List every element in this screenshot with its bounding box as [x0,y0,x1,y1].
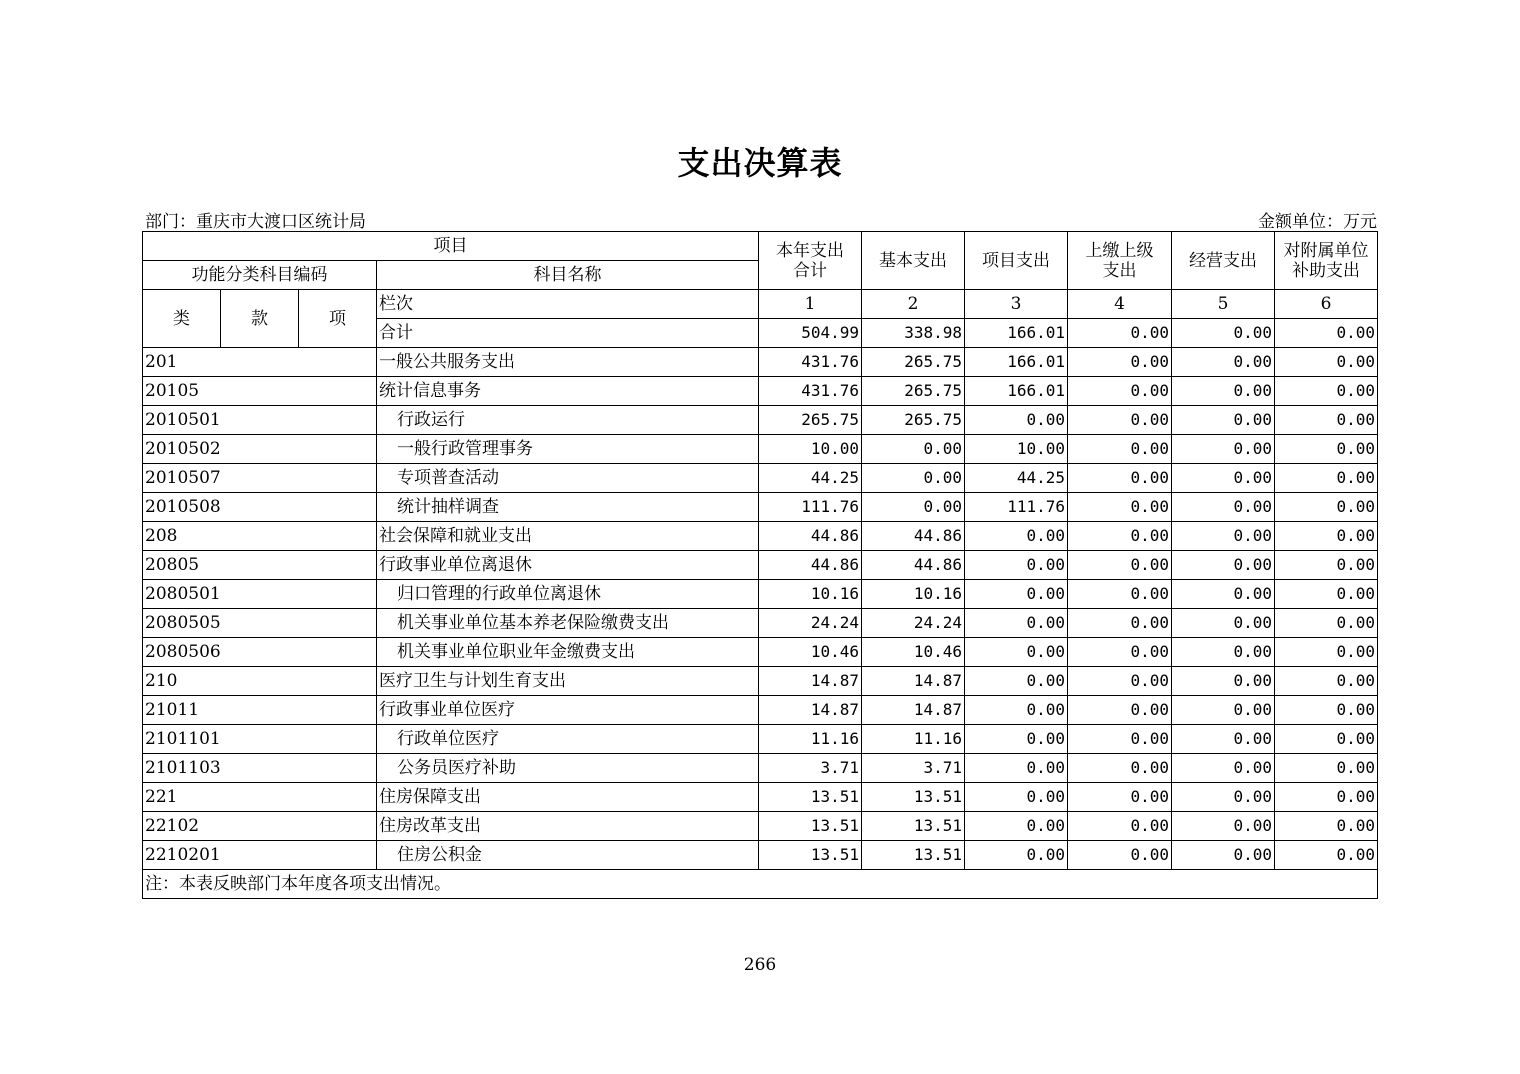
row-value: 0.00 [1068,754,1172,783]
row-value: 44.86 [759,522,862,551]
row-value: 0.00 [1068,464,1172,493]
row-value: 14.87 [759,696,862,725]
row-value: 3.71 [862,754,965,783]
row-value: 0.00 [862,493,965,522]
header-remit: 上缴上级 支出 [1068,232,1172,290]
row-value: 0.00 [1172,638,1275,667]
header-kuan: 款 [221,290,299,348]
row-value: 10.46 [759,638,862,667]
row-value: 0.00 [1172,464,1275,493]
row-name: 公务员医疗补助 [377,754,759,783]
row-value: 431.76 [759,348,862,377]
row-value: 44.25 [759,464,862,493]
row-code: 2010508 [143,493,377,522]
total-value: 0.00 [1275,319,1378,348]
table-note: 注：本表反映部门本年度各项支出情况。 [143,870,1378,899]
row-value: 0.00 [1068,406,1172,435]
col-num: 2 [862,290,965,319]
row-name: 统计信息事务 [377,377,759,406]
row-value: 0.00 [862,435,965,464]
row-value: 10.16 [862,580,965,609]
row-name: 机关事业单位职业年金缴费支出 [377,638,759,667]
row-value: 0.00 [965,812,1068,841]
row-value: 10.46 [862,638,965,667]
row-value: 0.00 [1275,696,1378,725]
row-value: 0.00 [1068,493,1172,522]
header-subject-name: 科目名称 [377,261,759,290]
row-code: 221 [143,783,377,812]
total-label: 合计 [377,319,759,348]
row-value: 0.00 [1275,377,1378,406]
page-title: 支出决算表 [677,144,843,182]
table-row [143,493,1378,522]
row-value: 265.75 [759,406,862,435]
table-row [143,580,1378,609]
row-value: 10.16 [759,580,862,609]
row-code: 20805 [143,551,377,580]
row-value: 0.00 [1172,493,1275,522]
row-value: 0.00 [1172,377,1275,406]
table-row [143,783,1378,812]
row-value: 0.00 [1172,609,1275,638]
col-num: 6 [1275,290,1378,319]
row-value: 0.00 [1275,551,1378,580]
row-value: 0.00 [1275,522,1378,551]
header-basic: 基本支出 [862,232,965,290]
row-value: 0.00 [1068,435,1172,464]
header-lei: 类 [143,290,221,348]
row-name: 一般公共服务支出 [377,348,759,377]
row-name: 专项普查活动 [377,464,759,493]
row-name: 一般行政管理事务 [377,435,759,464]
row-value: 265.75 [862,348,965,377]
row-value: 0.00 [1172,783,1275,812]
row-name: 住房保障支出 [377,783,759,812]
row-name: 行政事业单位医疗 [377,696,759,725]
table-row [143,696,1378,725]
row-name: 行政运行 [377,406,759,435]
row-value: 13.51 [759,841,862,870]
total-value: 504.99 [759,319,862,348]
row-name: 统计抽样调查 [377,493,759,522]
row-value: 13.51 [862,812,965,841]
total-value: 0.00 [1172,319,1275,348]
row-value: 0.00 [1172,551,1275,580]
row-value: 111.76 [759,493,862,522]
row-value: 0.00 [1068,348,1172,377]
row-value: 0.00 [1068,638,1172,667]
table-row [143,638,1378,667]
row-value: 13.51 [862,841,965,870]
row-code: 2101101 [143,725,377,754]
row-name: 医疗卫生与计划生育支出 [377,667,759,696]
row-value: 111.76 [965,493,1068,522]
row-value: 44.86 [862,522,965,551]
row-value: 14.87 [862,696,965,725]
row-code: 2010507 [143,464,377,493]
row-value: 0.00 [1172,580,1275,609]
header-item: 项目 [143,232,759,261]
total-value: 166.01 [965,319,1068,348]
row-value: 0.00 [1068,580,1172,609]
row-value: 11.16 [862,725,965,754]
row-value: 0.00 [1275,783,1378,812]
row-value: 0.00 [1172,696,1275,725]
row-value: 0.00 [1275,435,1378,464]
row-code: 22102 [143,812,377,841]
header-project: 项目支出 [965,232,1068,290]
row-value: 0.00 [1275,493,1378,522]
row-value: 0.00 [1068,696,1172,725]
header-total: 本年支出 合计 [759,232,862,290]
total-value: 338.98 [862,319,965,348]
row-value: 0.00 [1172,667,1275,696]
row-value: 0.00 [1275,812,1378,841]
header-func-code: 功能分类科目编码 [143,261,377,290]
row-value: 0.00 [1068,667,1172,696]
table-row [143,464,1378,493]
row-value: 0.00 [965,841,1068,870]
row-code: 2080501 [143,580,377,609]
row-value: 0.00 [1275,841,1378,870]
table-row [143,435,1378,464]
col-num: 4 [1068,290,1172,319]
row-value: 0.00 [965,696,1068,725]
col-num: 3 [965,290,1068,319]
table-row [143,667,1378,696]
col-num: 5 [1172,290,1275,319]
row-value: 0.00 [965,754,1068,783]
row-value: 0.00 [1068,725,1172,754]
row-value: 44.25 [965,464,1068,493]
row-value: 0.00 [1275,580,1378,609]
table-row [143,754,1378,783]
amount-unit-label: 金额单位：万元 [1258,212,1377,232]
row-value: 0.00 [965,522,1068,551]
table-row [143,841,1378,870]
department-label: 部门：重庆市大渡口区统计局 [145,212,366,232]
row-value: 0.00 [1275,348,1378,377]
table-row [143,377,1378,406]
row-code: 210 [143,667,377,696]
table-row [143,522,1378,551]
row-code: 2210201 [143,841,377,870]
row-value: 0.00 [1172,725,1275,754]
row-value: 0.00 [1172,348,1275,377]
expenditure-table [142,231,1378,899]
row-value: 13.51 [759,812,862,841]
table-row [143,551,1378,580]
row-name: 归口管理的行政单位离退休 [377,580,759,609]
row-value: 14.87 [862,667,965,696]
page-number: 266 [743,955,777,975]
row-value: 24.24 [862,609,965,638]
row-code: 21011 [143,696,377,725]
row-value: 11.16 [759,725,862,754]
row-value: 0.00 [1275,754,1378,783]
row-value: 0.00 [965,725,1068,754]
row-value: 10.00 [759,435,862,464]
row-value: 44.86 [759,551,862,580]
row-code: 201 [143,348,377,377]
row-value: 0.00 [1068,841,1172,870]
table-row [143,406,1378,435]
row-name: 住房改革支出 [377,812,759,841]
row-value: 14.87 [759,667,862,696]
row-value: 265.75 [862,377,965,406]
row-value: 0.00 [1275,464,1378,493]
col-num: 1 [759,290,862,319]
row-value: 0.00 [1068,783,1172,812]
row-code: 2101103 [143,754,377,783]
row-value: 0.00 [1068,609,1172,638]
table-row [143,812,1378,841]
row-value: 0.00 [1172,522,1275,551]
row-value: 431.76 [759,377,862,406]
row-value: 0.00 [1172,406,1275,435]
table-row [143,725,1378,754]
header-business: 经营支出 [1172,232,1275,290]
row-name: 行政事业单位离退休 [377,551,759,580]
row-name: 行政单位医疗 [377,725,759,754]
row-value: 24.24 [759,609,862,638]
header-column-index: 栏次 [377,290,759,319]
row-value: 0.00 [1068,522,1172,551]
row-value: 0.00 [965,406,1068,435]
row-value: 0.00 [1275,406,1378,435]
row-code: 2010501 [143,406,377,435]
row-value: 0.00 [1068,551,1172,580]
row-value: 0.00 [965,551,1068,580]
row-value: 0.00 [1172,435,1275,464]
row-name: 社会保障和就业支出 [377,522,759,551]
row-value: 0.00 [965,609,1068,638]
row-value: 0.00 [1275,667,1378,696]
row-value: 0.00 [965,667,1068,696]
row-value: 0.00 [1172,754,1275,783]
row-value: 0.00 [965,638,1068,667]
row-value: 166.01 [965,377,1068,406]
row-value: 13.51 [759,783,862,812]
table-row [143,609,1378,638]
row-value: 166.01 [965,348,1068,377]
row-value: 0.00 [862,464,965,493]
row-name: 住房公积金 [377,841,759,870]
row-code: 2010502 [143,435,377,464]
row-value: 0.00 [1172,812,1275,841]
row-value: 0.00 [1275,609,1378,638]
row-value: 0.00 [1172,841,1275,870]
row-value: 0.00 [1275,725,1378,754]
row-value: 13.51 [862,783,965,812]
row-value: 0.00 [1275,638,1378,667]
row-value: 0.00 [965,580,1068,609]
total-value: 0.00 [1068,319,1172,348]
row-code: 2080505 [143,609,377,638]
row-name: 机关事业单位基本养老保险缴费支出 [377,609,759,638]
row-value: 265.75 [862,406,965,435]
row-code: 2080506 [143,638,377,667]
row-value: 44.86 [862,551,965,580]
row-value: 0.00 [1068,377,1172,406]
row-value: 10.00 [965,435,1068,464]
header-xiang: 项 [299,290,377,348]
row-code: 208 [143,522,377,551]
row-value: 0.00 [1068,812,1172,841]
row-value: 0.00 [965,783,1068,812]
header-subsidy: 对附属单位 补助支出 [1275,232,1378,290]
row-code: 20105 [143,377,377,406]
table-row [143,348,1378,377]
row-value: 3.71 [759,754,862,783]
